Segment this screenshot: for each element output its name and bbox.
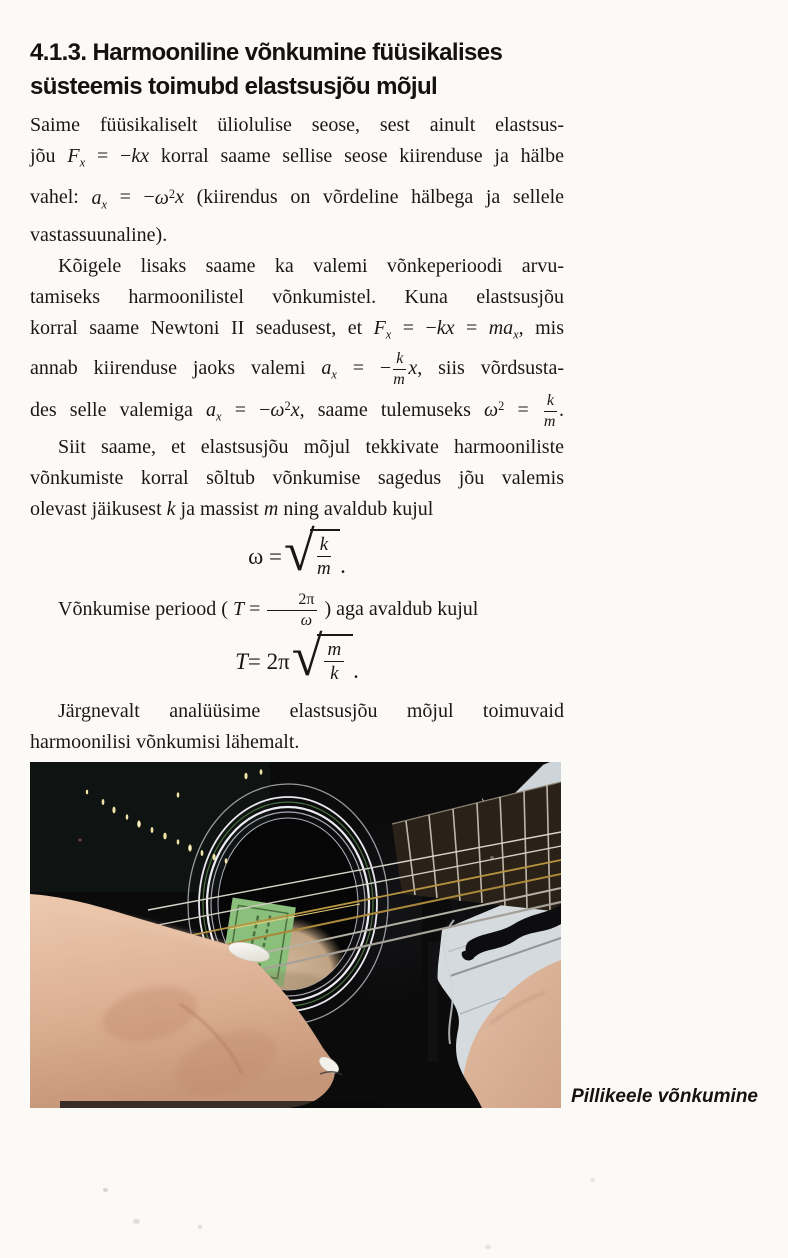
text-segment: vahel:	[30, 186, 92, 209]
math-variable: ω	[484, 398, 499, 421]
paragraph	[30, 591, 564, 630]
math-square-root	[291, 625, 353, 690]
text-segment: = 2π	[247, 648, 290, 674]
text-segment: Saime füüsikaliselt üliolulise seose, sest ainult elastsus-	[30, 114, 564, 136]
math-variable: T	[232, 598, 245, 621]
math-subscript: x	[385, 327, 392, 342]
text-segment: =	[504, 398, 542, 421]
math-variable: a	[206, 398, 217, 421]
scan-speck	[198, 1225, 202, 1229]
math-superscript: 2	[498, 398, 505, 413]
text-segment: .	[559, 398, 564, 421]
text-line	[30, 313, 564, 350]
text-segment: olevast jäikusest	[30, 498, 167, 521]
radicand	[317, 634, 353, 685]
text-segment: ja massist	[175, 498, 264, 521]
radical-sign: √	[283, 521, 315, 584]
math-subscripted	[91, 187, 107, 209]
text-line	[30, 141, 564, 178]
fraction-numerator: k	[393, 350, 406, 370]
text-segment: = −	[391, 316, 437, 339]
text-segment: = −	[221, 398, 271, 421]
skin-mole	[78, 838, 81, 841]
math-fraction	[324, 639, 344, 685]
text-line	[30, 282, 564, 313]
text-column	[30, 36, 564, 758]
section-heading	[30, 36, 564, 104]
text-segment: =	[244, 598, 266, 621]
heading-line-2: süsteemis toimubd elastsusjõu mõjul	[30, 73, 438, 100]
text-segment: , mis	[518, 316, 564, 339]
math-subscript: x	[101, 196, 107, 211]
math-variable: F	[373, 316, 386, 339]
math-subscript: x	[513, 327, 519, 342]
text-line	[30, 220, 564, 251]
fraction-denominator: m	[393, 371, 405, 389]
radical-sign: √	[291, 625, 323, 688]
text-line	[30, 110, 564, 141]
text-line	[30, 727, 564, 758]
text-segment: ning avaldub kujul	[278, 498, 434, 521]
text-segment: .	[353, 657, 359, 683]
text-segment: Võnkumise periood (	[58, 598, 233, 621]
math-fraction	[544, 392, 557, 431]
text-segment: Siit saame, et elastsusjõu mõjul tekkivate harmooniliste	[58, 436, 564, 459]
math-subscripted	[321, 357, 337, 382]
text-segment: korral saame sellise seose kiirenduse ja hälbe	[149, 145, 564, 167]
heading-line-1: 4.1.3. Harmooniline võnkumine füüsikalises	[30, 39, 503, 66]
text-segment: harmoonilisi võnkumisi lähemalt.	[30, 730, 300, 753]
math-fraction	[393, 350, 406, 389]
fraction-denominator: m	[317, 558, 331, 580]
text-line	[30, 463, 564, 494]
math-variable: ma	[488, 316, 514, 339]
text-segment: vastassuunaline).	[30, 223, 168, 246]
text-segment: Järgnevalt analüüsime elastsusjõu mõjul toimuvaid	[58, 699, 564, 722]
math-variable: F	[67, 145, 80, 167]
text-segment: = −	[85, 145, 132, 167]
math-subscript: x	[216, 409, 222, 424]
text-segment: korral saame Newtoni II seadusest, et	[30, 316, 374, 339]
paragraph	[30, 110, 564, 251]
scan-speck	[485, 1245, 491, 1249]
math-variable: T	[235, 648, 248, 674]
paragraph	[30, 696, 564, 758]
text-segment: ) aga avaldub kujul	[319, 598, 479, 621]
text-segment: des selle valemiga	[30, 398, 207, 421]
math-variable: ω	[270, 398, 285, 421]
math-variable: ω	[154, 186, 169, 209]
math-subscript: x	[331, 367, 337, 382]
math-subscripted	[206, 398, 222, 424]
math-variable: x	[290, 398, 300, 421]
text-segment: , siis võrdsusta-	[417, 357, 565, 380]
math-superscripted	[155, 187, 175, 209]
text-line	[30, 696, 564, 727]
math-variable: kx	[131, 145, 150, 167]
text-segment: võnkumiste korral sõltub võnkumise sagedus jõu valemis	[30, 467, 564, 490]
math-variable: kx	[436, 316, 455, 339]
guitar-photo-illustration	[30, 762, 561, 1108]
text-line	[30, 178, 564, 220]
fraction-numerator: k	[317, 534, 331, 557]
math-subscripted	[67, 145, 86, 170]
math-variable: x	[175, 186, 184, 209]
text-segment: = −	[336, 357, 392, 380]
fraction-numerator: k	[544, 392, 557, 412]
paragraph	[30, 432, 564, 525]
math-superscripted	[484, 399, 504, 421]
text-segment: Kõigele lisaks saame ka valemi võnkeperioodi arvu-	[58, 254, 564, 277]
math-variable: a	[91, 186, 102, 209]
text-segment: , saame tulemuseks	[299, 398, 484, 421]
text-line	[30, 432, 564, 463]
paragraph	[30, 251, 564, 432]
text-line	[30, 350, 564, 390]
math-subscripted	[488, 316, 519, 342]
text-line	[30, 391, 564, 433]
scan-speck	[590, 1178, 595, 1182]
fraction-denominator: ω	[300, 611, 313, 629]
text-line	[30, 591, 564, 630]
scan-speck	[133, 1219, 140, 1224]
text-segment: =	[454, 316, 489, 339]
guitar-photo	[30, 762, 561, 1108]
math-variable: a	[321, 357, 332, 380]
math-subscripted	[373, 316, 392, 342]
scan-speck	[103, 1188, 108, 1192]
math-square-root	[283, 521, 340, 585]
display-formula	[30, 521, 564, 586]
math-subscript: x	[79, 155, 86, 170]
text-flow	[30, 110, 564, 758]
math-variable: m	[263, 498, 279, 521]
text-line	[30, 251, 564, 282]
fraction-denominator: m	[543, 412, 556, 430]
figure-caption: Pillikeele võnkumine	[571, 1086, 758, 1107]
math-superscripted	[270, 399, 290, 421]
text-segment: tamiseks harmoonilistel võnkumistel. Kuna elastsusjõu	[30, 285, 564, 308]
text-segment: .	[340, 553, 346, 579]
text-segment: annab kiirenduse jaoks valemi	[30, 357, 322, 380]
fraction-denominator: k	[330, 663, 339, 685]
display-formula	[30, 625, 564, 691]
text-segment: (kiirendus on võrdeline hälbega ja sellele	[184, 186, 565, 209]
math-variable: x	[408, 357, 418, 380]
fraction-numerator: 2π	[267, 591, 317, 611]
math-superscript: 2	[168, 186, 176, 201]
math-superscript: 2	[284, 398, 291, 413]
math-variable: k	[166, 498, 176, 521]
math-fraction	[317, 534, 331, 580]
fraction-numerator: m	[324, 639, 344, 662]
text-segment: ω =	[248, 544, 282, 570]
math-fraction	[267, 591, 317, 630]
text-segment: = −	[106, 186, 155, 209]
text-segment: jõu	[30, 145, 68, 167]
